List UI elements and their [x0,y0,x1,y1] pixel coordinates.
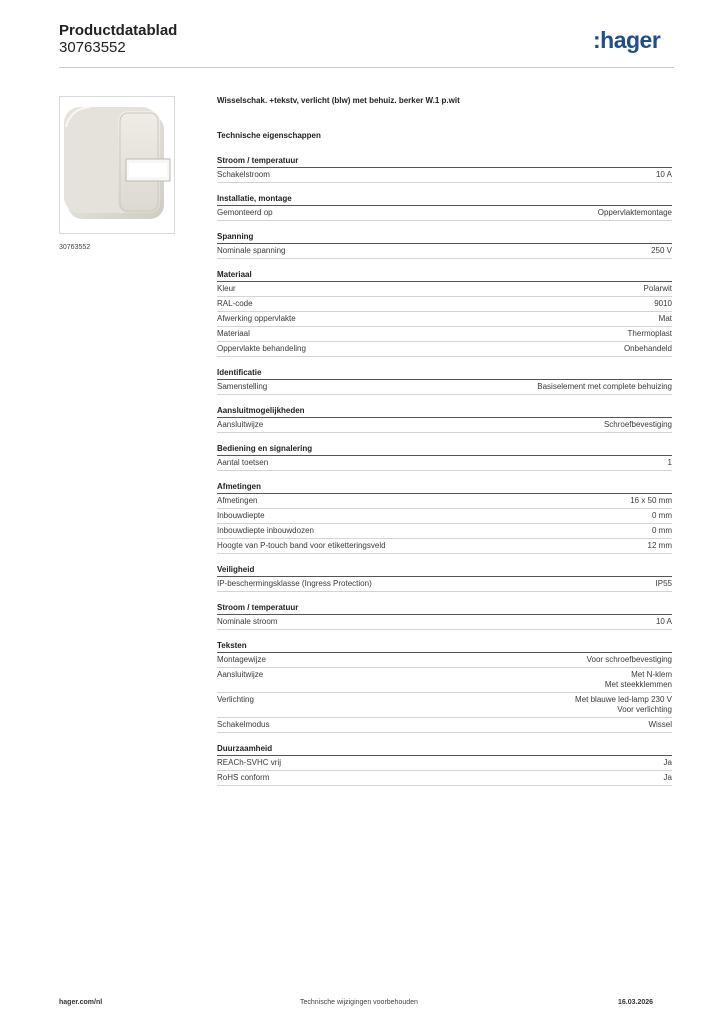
article-number: 30763552 [59,39,126,56]
property-label: Aansluitwijze [217,670,264,679]
property-value [668,458,672,468]
property-value-line: 0 mm [652,526,672,535]
image-caption: 30763552 [59,244,91,251]
property-section [217,368,672,395]
property-value [648,720,672,730]
property-label: IP-beschermingsklasse (Ingress Protection) [217,579,372,588]
property-value [598,208,672,218]
property-section [217,270,672,357]
property-value-line: Mat [658,314,672,323]
property-value [630,496,672,506]
property-label: Verlichting [217,695,254,704]
property-value [652,526,672,536]
property-section [217,641,672,733]
property-label: Aantal toetsen [217,458,269,467]
footer-website[interactable]: hager.com/nl [59,999,103,1006]
property-row [217,653,672,668]
property-value-line: Ja [663,773,672,782]
property-value [659,314,672,324]
property-row [217,577,672,592]
footer-disclaimer: Technische wijzigingen voorbehouden [300,999,418,1006]
property-section [217,444,672,471]
property-row [217,615,672,630]
property-value-line: 0 mm [652,511,672,520]
property-row [217,494,672,509]
section-heading: Aansluitmogelijkheden [217,406,672,418]
section-heading: Installatie, montage [217,194,672,206]
property-label: Materiaal [217,329,250,338]
property-value-line: 1 [667,458,672,467]
property-section [217,406,672,433]
property-section [217,744,672,786]
property-value-line: Oppervlaktemontage [597,208,672,217]
property-label: Nominale stroom [217,617,278,626]
property-value-line: 10 A [655,617,672,626]
property-section [217,603,672,630]
property-section [217,156,672,183]
property-row [217,244,672,259]
property-row [217,206,672,221]
property-value-line: 12 mm [647,541,672,550]
section-heading: Veiligheid [217,565,672,577]
properties-table [217,156,672,797]
property-value [654,299,672,309]
header-divider [59,67,674,68]
property-row [217,509,672,524]
hager-logo: :hager [593,27,661,53]
section-heading: Stroom / temperatuur [217,156,672,168]
property-label: Inbouwdiepte [217,511,265,520]
property-label: RoHS conform [217,773,270,782]
page-title: Productdatablad [59,22,178,39]
property-value-line: Voor schroefbevestiging [586,655,672,664]
property-label: Schakelstroom [217,170,270,179]
property-value [624,344,672,354]
property-row [217,718,672,733]
section-heading: Identificatie [217,368,672,380]
property-row [217,418,672,433]
property-row [217,342,672,357]
property-row [217,539,672,554]
property-row [217,668,672,693]
property-value [656,617,672,627]
properties-title: Technische eigenschappen [217,131,321,140]
property-label: Kleur [217,284,236,293]
property-row [217,693,672,718]
property-label: Afwerking oppervlakte [217,314,296,323]
property-value [656,579,672,589]
property-row [217,456,672,471]
property-value-line: Onbehandeld [623,344,672,353]
property-value-line: 10 A [655,170,672,179]
property-value [651,246,672,256]
property-value [644,284,672,294]
property-value-line: Met steekklemmen [604,680,672,689]
section-heading: Materiaal [217,270,672,282]
property-value [604,420,672,430]
section-heading: Bediening en signalering [217,444,672,456]
property-row [217,380,672,395]
property-value [656,170,672,180]
property-value [648,541,672,551]
property-label: Schakelmodus [217,720,270,729]
property-value-line: Wissel [648,720,672,729]
switch-product-illustration [60,97,174,233]
section-heading: Teksten [217,641,672,653]
property-label: Hoogte van P-touch band voor etiketteringsveld [217,541,386,550]
property-label: RAL-code [217,299,253,308]
property-row [217,312,672,327]
property-value-line: Schroefbevestiging [603,420,672,429]
section-heading: Duurzaamheid [217,744,672,756]
property-value-line: Voor verlichting [617,705,672,714]
property-label: Samenstelling [217,382,268,391]
property-row [217,282,672,297]
property-value-line: Polarwit [643,284,672,293]
product-name: Wisselschak. +tekstv, verlicht (blw) met behuiz. berker W.1 p.wit [217,96,460,105]
property-value-line: Met blauwe led-lamp 230 V [575,695,672,704]
property-row [217,297,672,312]
section-heading: Spanning [217,232,672,244]
property-value [605,670,672,690]
property-value [575,695,672,715]
property-label: Nominale spanning [217,246,286,255]
section-heading: Stroom / temperatuur [217,603,672,615]
property-row [217,756,672,771]
product-image [59,96,175,234]
property-row [217,524,672,539]
property-value-line: 250 V [651,246,672,255]
property-value [537,382,672,392]
property-value-line: Ja [663,758,672,767]
property-value [652,511,672,521]
property-section [217,194,672,221]
property-row [217,771,672,786]
section-heading: Afmetingen [217,482,672,494]
property-value [664,773,672,783]
property-row [217,168,672,183]
footer-date: 16.03.2026 [618,999,654,1006]
property-label: REACh-SVHC vrij [217,758,282,767]
property-value-line: 16 x 50 mm [630,496,672,505]
property-label: Gemonteerd op [217,208,273,217]
property-value-line: 9010 [654,299,672,308]
property-section [217,565,672,592]
property-section [217,482,672,554]
property-value [664,758,672,768]
property-value-line: Basiselement met complete behuizing [537,382,672,391]
property-value [628,329,672,339]
property-value [587,655,672,665]
property-value-line: Thermoplast [627,329,672,338]
property-value-line: IP55 [655,579,672,588]
property-label: Afmetingen [217,496,258,505]
property-section [217,232,672,259]
property-label: Oppervlakte behandeling [217,344,306,353]
property-value-line: Met N-klem [631,670,672,679]
property-row [217,327,672,342]
property-label: Aansluitwijze [217,420,264,429]
property-label: Inbouwdiepte inbouwdozen [217,526,314,535]
property-label: Montagewijze [217,655,266,664]
